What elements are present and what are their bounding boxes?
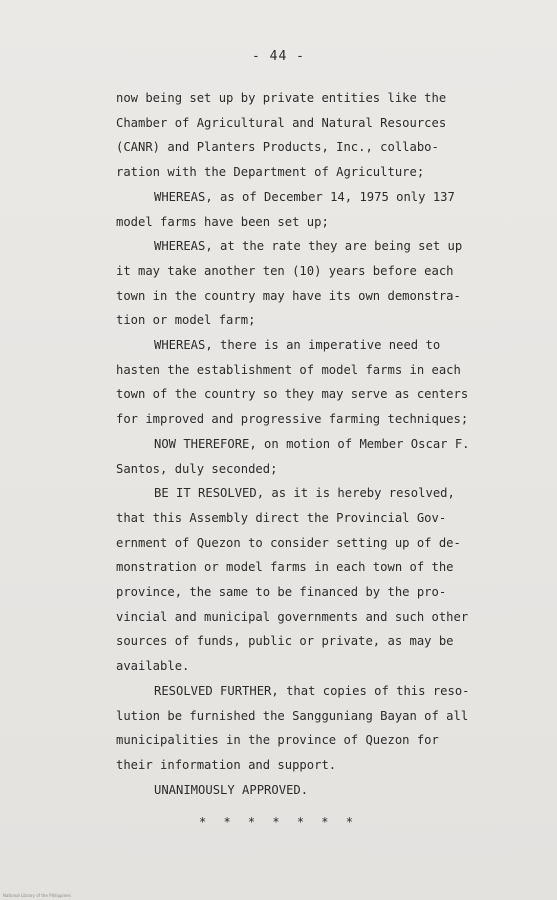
resolution-body [116, 86, 486, 802]
text-line: ration with the Department of Agriculture; [116, 165, 425, 180]
text-line: lution be furnished the Sangguniang Bayan of all [116, 708, 469, 723]
text-line: that this Assembly direct the Provincial Gov- [116, 510, 447, 525]
text-line: model farms have been set up; [116, 214, 329, 229]
text-line: town in the country may have its own demonstra- [116, 288, 461, 303]
text-line: BE IT RESOLVED, as it is hereby resolved, [154, 486, 455, 501]
text-line: hasten the establishment of model farms in each [116, 362, 461, 377]
text-line: RESOLVED FURTHER, that copies of this reso- [154, 683, 470, 698]
text-line: monstration or model farms in each town of the [116, 560, 454, 575]
text-line: UNANIMOUSLY APPROVED. [154, 782, 309, 797]
text-line: for improved and progressive farming techniques; [116, 412, 469, 427]
end-mark: * * * * * * * [199, 815, 358, 829]
text-line: it may take another ten (10) years before each [116, 263, 454, 278]
text-line: WHEREAS, as of December 14, 1975 only 137 [154, 189, 455, 204]
text-line: WHEREAS, at the rate they are being set up [154, 239, 463, 254]
text-line: sources of funds, public or private, as may be [116, 634, 454, 649]
text-line: ernment of Quezon to consider setting up of de- [116, 535, 461, 550]
text-line: Santos, duly seconded; [116, 461, 278, 476]
text-line: tion or model farm; [116, 313, 256, 328]
text-line: now being set up by private entities like the [116, 91, 447, 105]
text-line: Chamber of Agricultural and Natural Resources [116, 115, 447, 130]
text-line: (CANR) and Planters Products, Inc., collabo- [116, 140, 439, 155]
text-line: town of the country so they may serve as centers [116, 387, 469, 402]
page-number: - 44 - [252, 49, 305, 64]
text-line: vincial and municipal governments and such other [116, 609, 469, 624]
text-line: their information and support. [116, 757, 337, 772]
text-line: municipalities in the province of Quezon for [116, 733, 439, 748]
text-line: province, the same to be financed by the pro- [116, 585, 447, 600]
text-line: NOW THEREFORE, on motion of Member Oscar F. [154, 436, 470, 451]
text-line: WHEREAS, there is an imperative need to [154, 338, 441, 353]
text-line: available. [116, 659, 190, 674]
footer-note: National Library of the Philippines [3, 893, 71, 898]
